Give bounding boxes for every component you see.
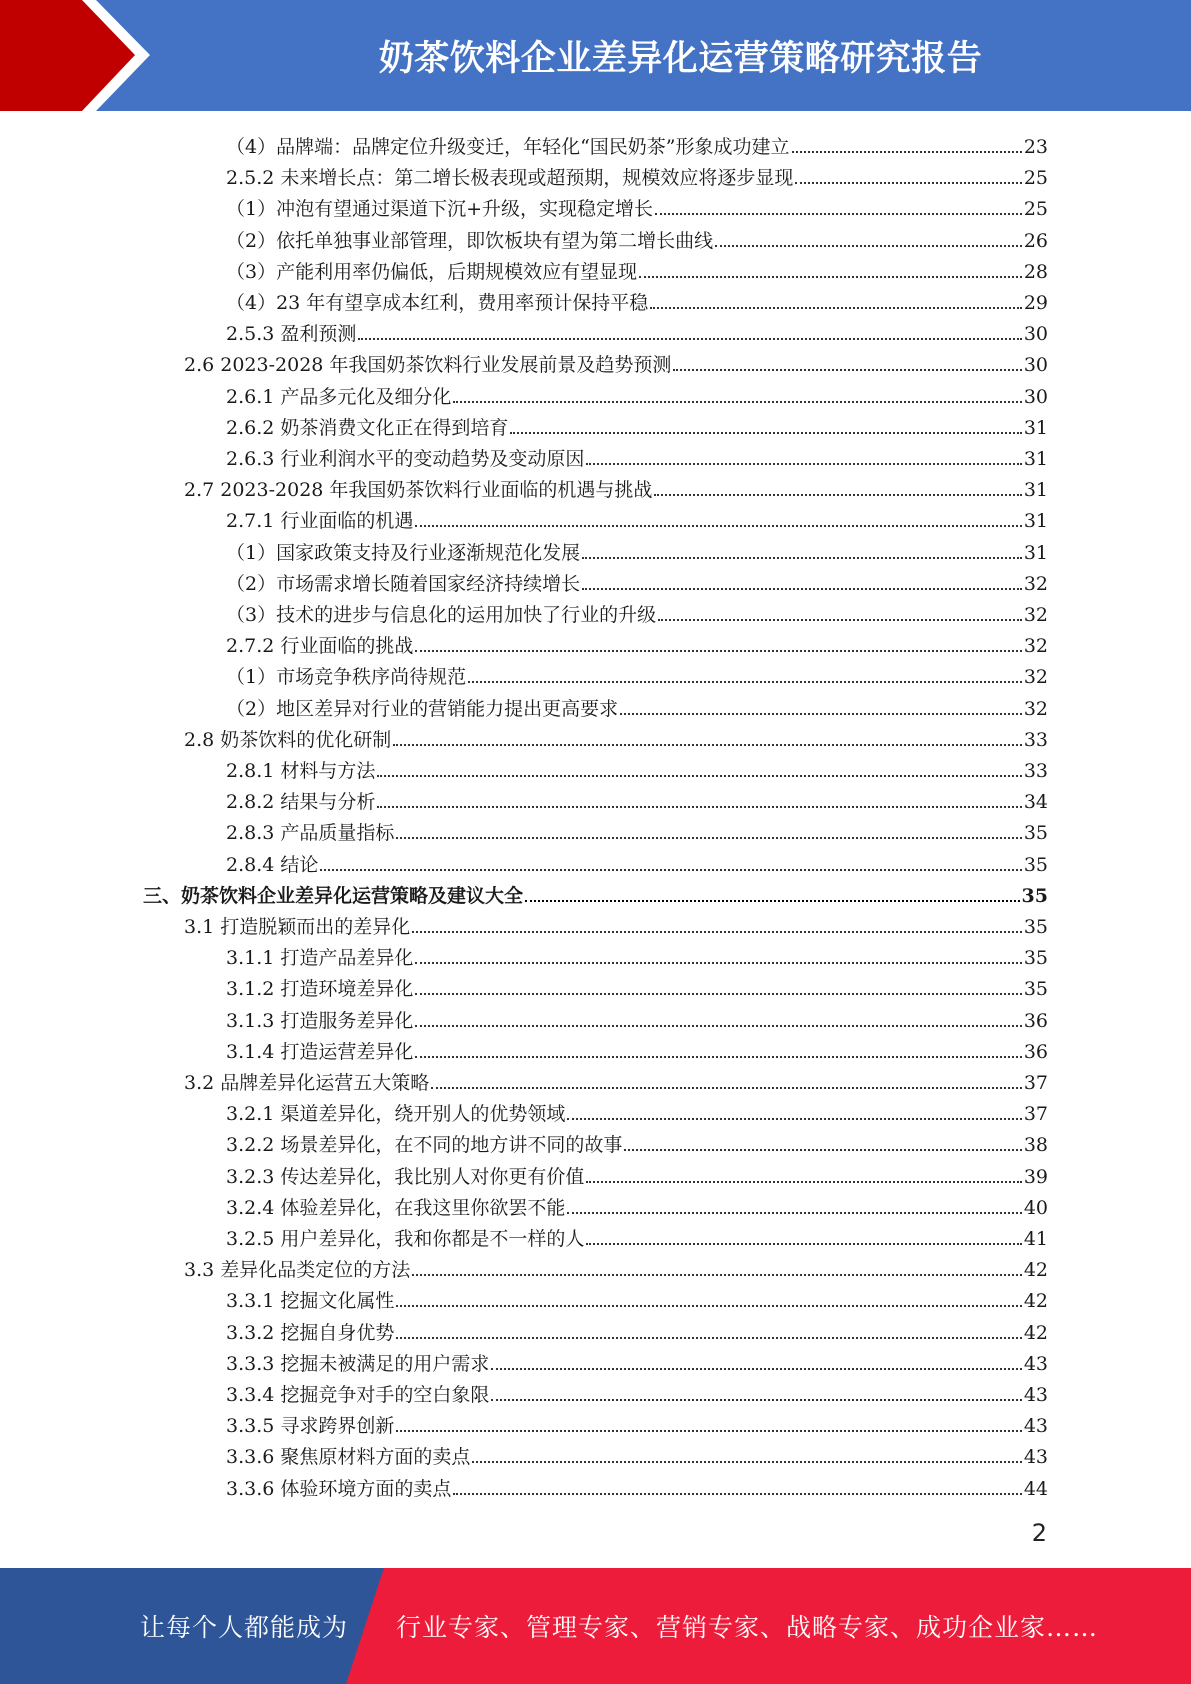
toc-entry-page: 43 [1023,1384,1048,1406]
toc-entry-page: 29 [1023,292,1048,314]
toc-entry-title: （1）市场竞争秩序尚待规范 [226,666,467,688]
toc-entry-page: 35 [1023,822,1048,844]
toc-entry-title: 3.2.4 体验差异化，在我这里你欲罢不能 [226,1197,566,1219]
toc-entry-page: 32 [1023,666,1048,688]
toc-entry-title: 2.6.1 产品多元化及细分化 [226,386,452,408]
toc-entry-page: 41 [1023,1228,1048,1250]
toc-entry[interactable] [226,501,1048,532]
toc-entry-title: （1）冲泡有望通过渠道下沉+升级，实现稳定增长 [226,198,654,220]
toc-entry-page: 42 [1023,1259,1048,1281]
toc-entry-title: 2.8.1 材料与方法 [226,760,376,782]
toc-entry[interactable] [226,813,1048,844]
toc-entry-page: 31 [1023,510,1048,532]
toc-entry-page: 28 [1023,261,1048,283]
toc-dot-leader [510,432,1021,434]
toc-dot-leader [491,1399,1021,1401]
toc-entry[interactable] [226,158,1048,189]
toc-entry-title: 3.1 打造脱颖而出的差异化 [184,916,411,938]
toc-entry-page: 43 [1023,1353,1048,1375]
toc-dot-leader [586,1181,1021,1183]
toc-entry[interactable] [226,1469,1048,1500]
toc-entry[interactable] [226,127,1048,158]
toc-dot-leader [453,401,1021,403]
toc-entry-title: 3.3.3 挖掘未被满足的用户需求 [226,1353,490,1375]
toc-dot-leader [673,369,1021,371]
toc-entry-title: 三、奶茶饮料企业差异化运营策略及建议大全 [143,885,524,907]
toc-entry[interactable] [184,470,1048,501]
toc-entry-page: 31 [1023,448,1048,470]
toc-dot-leader [491,1368,1021,1370]
toc-entry[interactable] [226,689,1048,720]
toc-entry[interactable] [184,907,1048,938]
toc-entry[interactable] [226,1219,1048,1250]
document-title: 奶茶饮料企业差异化运营策略研究报告 [378,38,983,79]
toc-entry-page: 35 [1023,978,1048,1000]
toc-entry-title: 2.7 2023-2028 年我国奶茶饮料行业面临的机遇与挑战 [184,479,653,501]
toc-entry[interactable] [226,1188,1048,1219]
toc-entry-page: 42 [1023,1290,1048,1312]
toc-dot-leader [468,681,1022,683]
toc-entry[interactable] [226,533,1048,564]
toc-dot-leader [715,245,1022,247]
toc-entry[interactable] [226,938,1048,969]
toc-entry-page: 35 [1023,854,1048,876]
toc-dot-leader [415,525,1021,527]
toc-entry[interactable] [226,283,1048,314]
toc-entry-title: 2.7.1 行业面临的机遇 [226,510,414,532]
toc-entry-page: 31 [1023,417,1048,439]
toc-dot-leader [393,744,1022,746]
toc-dot-leader [396,1337,1021,1339]
toc-dot-leader [639,276,1022,278]
toc-dot-leader [431,1087,1022,1089]
toc-entry[interactable] [184,1250,1048,1281]
toc-entry-title: 3.1.4 打造运营差异化 [226,1041,414,1063]
toc-entry-page: 25 [1023,167,1048,189]
toc-entry[interactable] [226,314,1048,345]
toc-dot-leader [658,619,1022,621]
toc-dot-leader [412,931,1022,933]
header-chevron-logo [0,0,160,111]
toc-dot-leader [586,1243,1021,1245]
toc-entry[interactable] [226,377,1048,408]
toc-entry[interactable] [226,1281,1048,1312]
toc-entry[interactable] [226,626,1048,657]
toc-entry-title: 2.6.3 行业利润水平的变动趋势及变动原因 [226,448,585,470]
toc-dot-leader [582,588,1022,590]
toc-entry-title: （4）23 年有望享成本红利，费用率预计保持平稳 [226,292,649,314]
toc-entry[interactable] [226,1437,1048,1468]
toc-dot-leader [792,151,1022,153]
toc-dot-leader [654,494,1021,496]
toc-entry-title: 3.2.3 传达差异化，我比别人对你更有价值 [226,1166,585,1188]
toc-dot-leader [377,806,1021,808]
toc-entry-title: 3.3 差异化品类定位的方法 [184,1259,411,1281]
toc-entry[interactable] [226,751,1048,782]
page-number: 2 [1031,1519,1047,1547]
toc-entry[interactable] [226,252,1048,283]
toc-dot-leader [624,1149,1021,1151]
toc-entry-title: 2.8.2 结果与分析 [226,791,376,813]
toc-dot-leader [396,837,1021,839]
toc-entry-page: 36 [1023,1010,1048,1032]
toc-entry-title: 3.3.4 挖掘竞争对手的空白象限 [226,1384,490,1406]
toc-entry[interactable] [226,408,1048,439]
toc-dot-leader [415,962,1021,964]
toc-dot-leader [412,1274,1022,1276]
toc-dot-leader [472,1461,1021,1463]
toc-dot-leader [396,1305,1021,1307]
toc-entry[interactable] [226,657,1048,688]
toc-entry-title: 3.2.5 用户差异化，我和你都是不一样的人 [226,1228,585,1250]
toc-dot-leader [650,307,1022,309]
toc-entry-page: 43 [1023,1415,1048,1437]
toc-entry-page: 30 [1023,386,1048,408]
toc-entry-page: 39 [1023,1166,1048,1188]
toc-dot-leader [320,869,1021,871]
toc-entry-title: （4）品牌端：品牌定位升级变迁，年轻化“国民奶茶”形象成功建立 [226,136,790,158]
toc-entry-title: 2.8 奶茶饮料的优化研制 [184,729,392,751]
toc-entry-title: （2）地区差异对行业的营销能力提出更高要求 [226,698,619,720]
toc-dot-leader [795,182,1021,184]
toc-entry-title: 2.5.2 未来增长点：第二增长极表现或超预期，规模效应将逐步显现 [226,167,794,189]
toc-entry[interactable] [226,1406,1048,1437]
toc-entry[interactable] [226,1344,1048,1375]
toc-entry-page: 38 [1023,1134,1048,1156]
toc-dot-leader [620,713,1022,715]
toc-entry[interactable] [226,969,1048,1000]
toc-entry-page: 31 [1023,542,1048,564]
toc-entry-title: 3.1.1 打造产品差异化 [226,947,414,969]
toc-entry-page: 35 [1021,885,1048,907]
toc-entry[interactable] [226,1375,1048,1406]
toc-entry-page: 35 [1023,916,1048,938]
toc-dot-leader [582,557,1022,559]
toc-entry[interactable] [226,1313,1048,1344]
toc-entry-page: 37 [1023,1072,1048,1094]
toc-entry-page: 33 [1023,729,1048,751]
toc-entry[interactable] [143,876,1048,907]
toc-entry-page: 37 [1023,1103,1048,1125]
toc-entry-title: （3）产能利用率仍偏低，后期规模效应有望显现 [226,261,638,283]
toc-entry-title: （2）市场需求增长随着国家经济持续增长 [226,573,581,595]
toc-entry[interactable] [226,1157,1048,1188]
toc-dot-leader [655,213,1022,215]
toc-entry[interactable] [226,595,1048,626]
toc-entry[interactable] [184,345,1048,376]
toc-dot-leader [567,1212,1021,1214]
toc-entry-title: （2）依托单独事业部管理，即饮板块有望为第二增长曲线 [226,230,714,252]
toc-entry-page: 35 [1023,947,1048,969]
toc-entry[interactable] [226,1032,1048,1063]
toc-entry-page: 32 [1023,635,1048,657]
toc-dot-leader [415,1025,1021,1027]
footer-banner [0,1568,1191,1684]
toc-entry-page: 23 [1023,136,1048,158]
toc-entry-page: 32 [1023,604,1048,626]
toc-dot-leader [377,775,1021,777]
toc-entry-page: 42 [1023,1322,1048,1344]
toc-entry-page: 31 [1023,479,1048,501]
toc-dot-leader [567,1118,1021,1120]
header-bar [0,0,1191,111]
toc-entry-title: 3.3.6 聚焦原材料方面的卖点 [226,1446,471,1468]
toc-entry-page: 43 [1023,1446,1048,1468]
toc-dot-leader [396,1430,1021,1432]
toc-entry-title: 3.1.2 打造环境差异化 [226,978,414,1000]
toc-entry-title: 2.6.2 奶茶消费文化正在得到培育 [226,417,509,439]
toc-entry-title: 3.3.6 体验环境方面的卖点 [226,1478,452,1500]
footer-slogan-left: 让每个人都能成为 [140,1613,349,1642]
toc-entry-title: 2.8.4 结论 [226,854,319,876]
toc-dot-leader [525,900,1020,902]
toc-entry-title: 2.8.3 产品质量指标 [226,822,395,844]
toc-entry-page: 40 [1023,1197,1048,1219]
toc-entry-page: 26 [1023,230,1048,252]
toc-dot-leader [586,463,1021,465]
toc-dot-leader [453,1493,1021,1495]
toc-entry[interactable] [226,564,1048,595]
toc-entry-title: 3.3.2 挖掘自身优势 [226,1322,395,1344]
toc-entry[interactable] [226,189,1048,220]
toc-entry-title: 3.3.1 挖掘文化属性 [226,1290,395,1312]
toc-entry-page: 32 [1023,698,1048,720]
toc-dot-leader [415,650,1021,652]
toc-entry[interactable] [226,221,1048,252]
toc-entry-page: 25 [1023,198,1048,220]
toc-entry-title: 3.3.5 寻求跨界创新 [226,1415,395,1437]
toc-entry-title: 3.1.3 打造服务差异化 [226,1010,414,1032]
toc-entry[interactable] [184,1063,1048,1094]
toc-entry-page: 32 [1023,573,1048,595]
toc-entry[interactable] [226,1094,1048,1125]
toc-entry-page: 30 [1023,323,1048,345]
toc-entry-page: 34 [1023,791,1048,813]
toc-entry[interactable] [226,845,1048,876]
toc-entry[interactable] [226,439,1048,470]
toc-entry-page: 33 [1023,760,1048,782]
toc-entry-title: （1）国家政策支持及行业逐渐规范化发展 [226,542,581,564]
toc-entry-title: 3.2.2 场景差异化，在不同的地方讲不同的故事 [226,1134,623,1156]
toc-entry[interactable] [184,720,1048,751]
toc-entry[interactable] [226,1001,1048,1032]
toc-entry-page: 44 [1023,1478,1048,1500]
toc-dot-leader [358,338,1021,340]
toc-entry-title: 2.5.3 盈利预测 [226,323,357,345]
toc-entry-page: 30 [1023,354,1048,376]
toc-dot-leader [415,993,1021,995]
toc-entry-title: 3.2 品牌差异化运营五大策略 [184,1072,430,1094]
toc-entry-title: 2.6 2023-2028 年我国奶茶饮料行业发展前景及趋势预测 [184,354,672,376]
footer-slogan-right: 行业专家、管理专家、营销专家、战略专家、成功企业家…… [396,1613,1099,1642]
toc-entry-title: （3）技术的进步与信息化的运用加快了行业的升级 [226,604,657,626]
toc-entry[interactable] [226,1125,1048,1156]
toc-dot-leader [415,1056,1021,1058]
toc-entry-page: 36 [1023,1041,1048,1063]
toc-entry[interactable] [226,782,1048,813]
toc-entry-title: 2.7.2 行业面临的挑战 [226,635,414,657]
toc-entry-title: 3.2.1 渠道差异化，绕开别人的优势领域 [226,1103,566,1125]
